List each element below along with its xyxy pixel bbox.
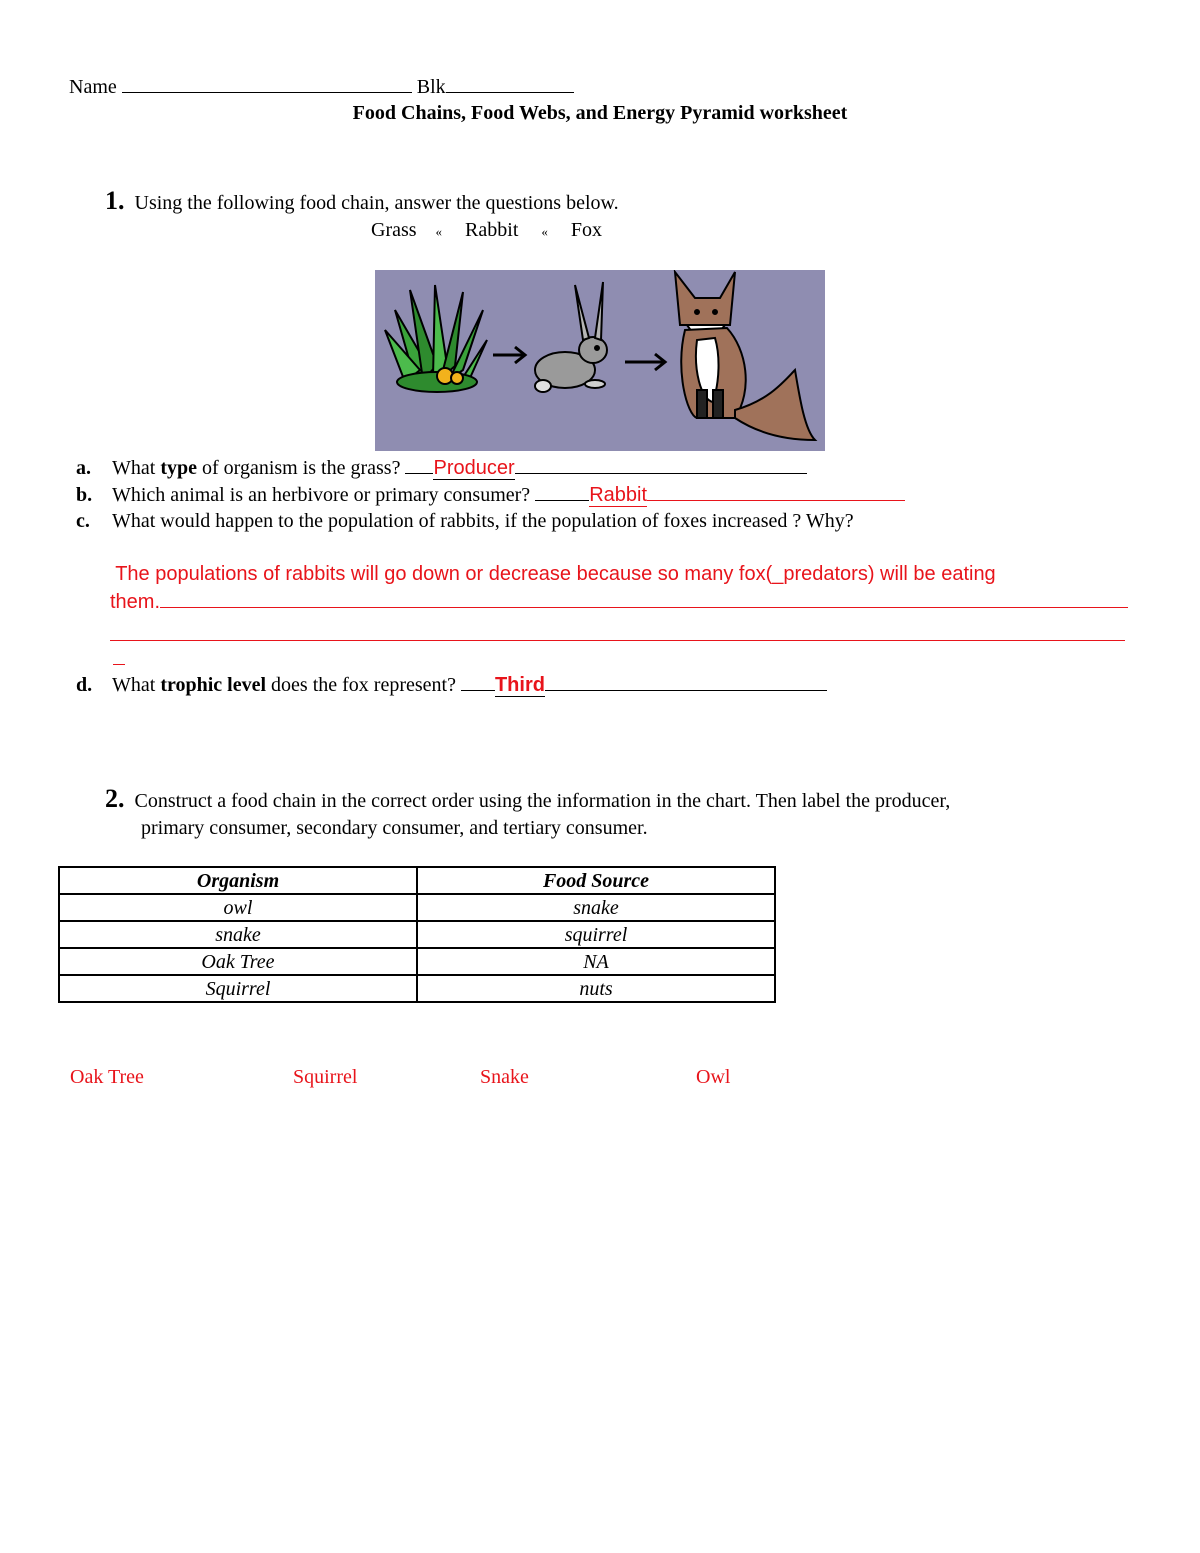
- answer-blank-dash: [113, 664, 125, 665]
- question-2: [105, 784, 950, 814]
- name-line: [69, 74, 574, 99]
- question-1c-letter: c.: [76, 510, 90, 532]
- question-2-number: 2.: [105, 784, 125, 813]
- table-row: [59, 894, 775, 921]
- chain-rabbit: Rabbit: [465, 219, 519, 241]
- table-cell: squirrel: [417, 921, 775, 948]
- table-cell: Squirrel: [59, 975, 417, 1002]
- answer-1b[interactable]: Rabbit: [589, 484, 647, 506]
- chain-fox: Fox: [570, 219, 603, 241]
- question-1-number: 1.: [105, 186, 125, 215]
- answer-1d[interactable]: Third: [494, 674, 545, 696]
- table-row: [59, 975, 775, 1002]
- question-1d-text: What: [112, 674, 161, 696]
- answer-1c-line1[interactable]: The populations of rabbits will go down or decrease because so many fox(_predators) will be eating: [110, 563, 996, 585]
- question-1c: [76, 509, 854, 533]
- question-1b-text: Which animal is an herbivore or primary consumer?: [112, 484, 536, 506]
- answer-1c-line2[interactable]: them.: [110, 591, 161, 613]
- answer-2-owl[interactable]: Owl: [696, 1066, 731, 1088]
- name-blank[interactable]: [122, 74, 412, 93]
- rabbit-icon: [535, 282, 607, 392]
- answer-blank: [545, 672, 827, 691]
- answer-blank: [461, 672, 495, 691]
- question-1a-text: What: [112, 457, 161, 479]
- organism-food-table: [58, 866, 776, 1003]
- table-header-organism: Organism: [59, 867, 417, 894]
- question-1d-bold: trophic level: [160, 674, 267, 696]
- question-1a-bold: type: [160, 457, 197, 479]
- answer-blank: [515, 455, 807, 474]
- question-1d-letter: d.: [76, 674, 93, 696]
- food-chain-text: [371, 218, 602, 244]
- table-cell: Oak Tree: [59, 948, 417, 975]
- question-1a-text-after: of organism is the grass?: [196, 457, 406, 479]
- grass-icon: [385, 285, 487, 392]
- answer-1a[interactable]: Producer: [433, 457, 515, 479]
- question-1: [105, 186, 619, 216]
- table-row: [59, 921, 775, 948]
- fox-icon: [675, 272, 815, 440]
- chain-arrow-icon: «: [541, 224, 548, 239]
- question-1a: [76, 455, 807, 480]
- question-1-prompt: Using the following food chain, answer the questions below.: [134, 192, 619, 214]
- answer-2-squirrel[interactable]: Squirrel: [293, 1066, 358, 1088]
- question-1d: [76, 672, 827, 697]
- table-cell: snake: [417, 894, 775, 921]
- question-1a-letter: a.: [76, 457, 91, 479]
- arrow-icon: [625, 354, 665, 370]
- table-cell: owl: [59, 894, 417, 921]
- answer-1c-line2-wrap: [110, 589, 1128, 614]
- table-cell: NA: [417, 948, 775, 975]
- table-cell: nuts: [417, 975, 775, 1002]
- table-header-row: [59, 867, 775, 894]
- chain-grass: Grass: [371, 219, 417, 241]
- question-1c-text: What would happen to the population of rabbits, if the population of foxes increased ? Why?: [112, 510, 854, 532]
- food-chain-illustration: [375, 270, 825, 451]
- question-2-prompt-line1: Construct a food chain in the correct order using the information in the chart. Then label the producer,: [134, 790, 951, 812]
- blk-blank[interactable]: [446, 74, 574, 93]
- table-cell: snake: [59, 921, 417, 948]
- answer-blank: [405, 455, 433, 474]
- blk-label: Blk: [416, 76, 446, 98]
- question-1d-text-after: does the fox represent?: [266, 674, 461, 696]
- question-2-prompt-line2: primary consumer, secondary consumer, and tertiary consumer.: [141, 817, 648, 839]
- chain-arrow-icon: «: [435, 224, 443, 239]
- arrow-icon: [493, 347, 525, 363]
- answer-blank: [160, 589, 1128, 608]
- worksheet-title: Food Chains, Food Webs, and Energy Pyramid worksheet: [352, 102, 848, 124]
- table-row: [59, 948, 775, 975]
- question-1b-letter: b.: [76, 484, 93, 506]
- answer-blank-line: [110, 640, 1125, 641]
- answer-2-snake[interactable]: Snake: [480, 1066, 529, 1088]
- table-header-food-source: Food Source: [417, 867, 775, 894]
- question-1b: [76, 482, 905, 507]
- answer-2-oak-tree[interactable]: Oak Tree: [70, 1066, 144, 1088]
- name-label: Name: [69, 76, 117, 98]
- answer-blank: [647, 482, 905, 501]
- food-chain-drawing: [375, 270, 825, 451]
- answer-blank: [535, 482, 589, 501]
